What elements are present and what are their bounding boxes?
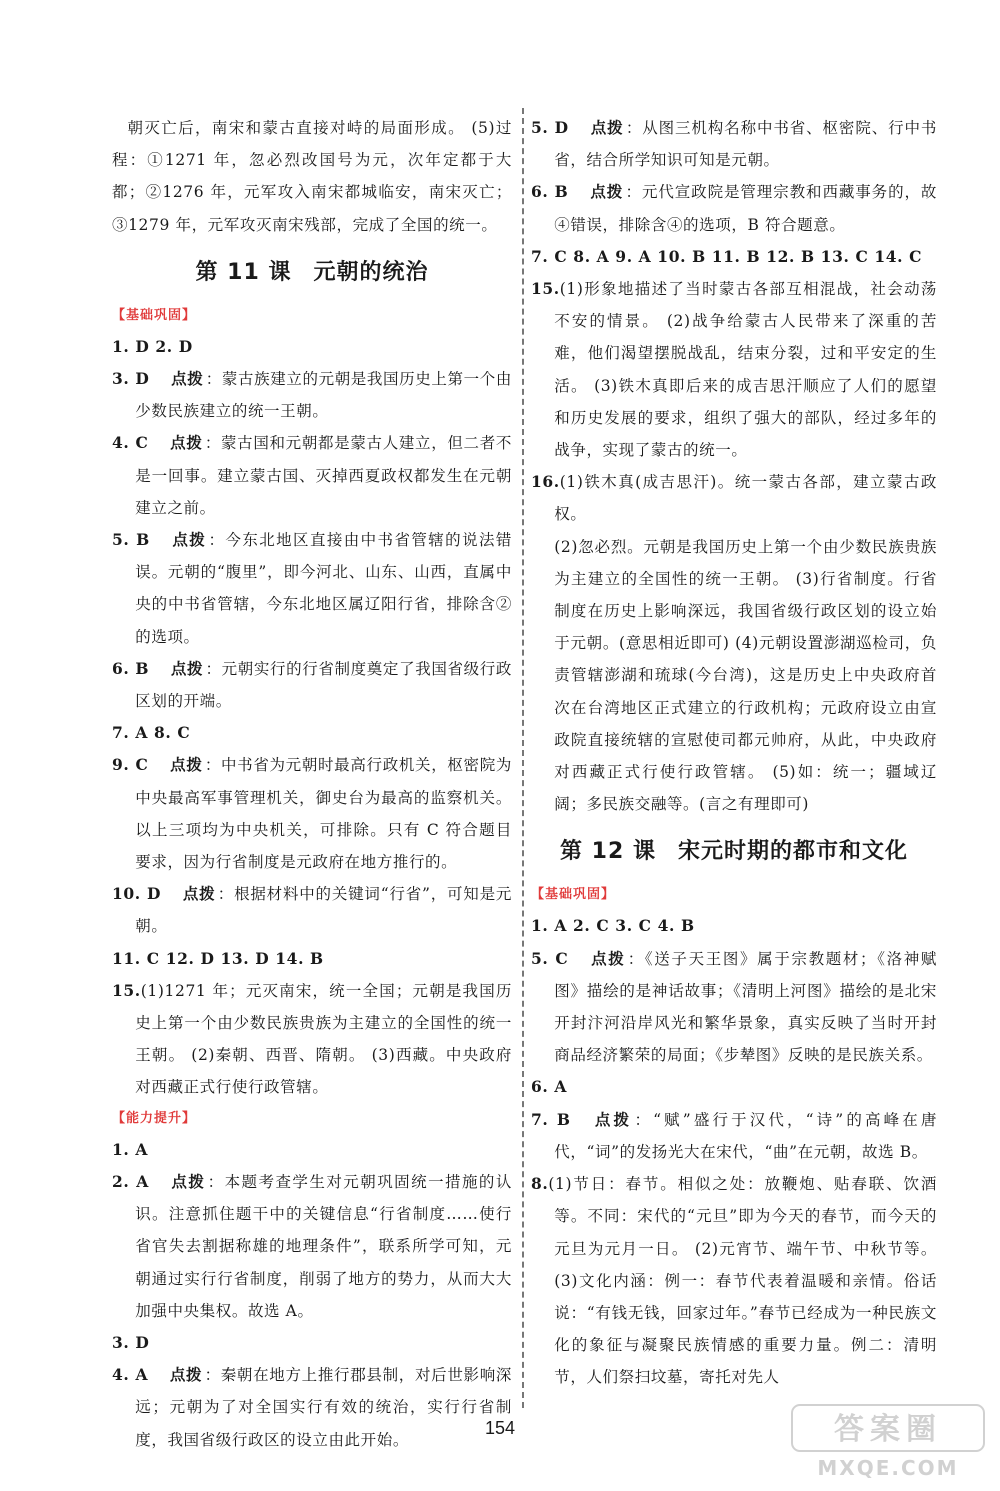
answer-item bbox=[531, 1168, 937, 1393]
answer-number: 8. bbox=[531, 1174, 549, 1194]
lesson-11-heading bbox=[112, 253, 512, 293]
hint-label: 点拨 bbox=[182, 884, 216, 904]
answer-text: ：秦朝在地方上推行郡县制，对后世影响深远；元朝为了对全国实行有效的统治，实行行省制度，我国省级行政区的设立由此开始。 bbox=[135, 1366, 512, 1449]
column-divider bbox=[522, 108, 524, 1408]
lesson-12-title: 宋元时期的都市和文化 bbox=[677, 839, 908, 865]
section-tag-ability: 【能力提升】 bbox=[112, 1110, 197, 1126]
answer-item bbox=[531, 176, 937, 240]
answer-number: 2. A bbox=[112, 1171, 149, 1191]
right-column bbox=[531, 112, 937, 1394]
hint-label: 点拨 bbox=[171, 530, 207, 550]
answer-number: 5. D bbox=[531, 118, 569, 137]
answer-number: 6. B bbox=[112, 658, 150, 678]
answer-text: ：从图三机构名称中书省、枢密院、行中书省，结合所学知识可知是元朝。 bbox=[554, 119, 938, 170]
watermark-logo bbox=[788, 1401, 988, 1483]
answer-text: ：中书省为元朝时最高行政机关，枢密院为中央最高军事管理机关，御史台为最高的监察机关。以上三项均为中央机关，可排除。只有 C 符合题目要求，因为行省制度是元政府在地方推行的。 bbox=[135, 756, 512, 872]
answer-item bbox=[112, 653, 512, 717]
answer-number: 5. B bbox=[112, 530, 150, 550]
answer-number: 7. B bbox=[531, 1109, 571, 1129]
left-column bbox=[112, 112, 512, 1456]
answer-item bbox=[112, 975, 512, 1104]
hint-label: 点拨 bbox=[590, 948, 626, 968]
answer-item bbox=[112, 427, 512, 524]
answer-continuation: (2)忽必烈。元朝是我国历史上第一个由少数民族贵族为主建立的全国性的统一王朝。 (3)行省制度。行省制度在历史上影响深远，我国省级行政区划的设立始于元朝。(意思相近即可) (4)元朝设置澎湖巡检司，负责管辖澎湖和琉球(今台湾)，这是历史上中央政府首次在台湾地区正式建立的行政机构；元政府设立由宣政院直接统辖的宣慰使司都元帅府，从此，中央政府对西藏正式行使行政管辖。 (5)如：统一；疆域辽阔；多民族交融等。(言之有理即可) bbox=[554, 537, 937, 814]
answer-item bbox=[112, 524, 512, 653]
answer-line: 7. A 8. C bbox=[112, 723, 191, 743]
answer-number: 5. C bbox=[531, 948, 569, 968]
answer-item bbox=[112, 1166, 512, 1327]
answer-text: (1)铁木真(成吉思汗)。统一蒙古各部，建立蒙古政权。 bbox=[554, 473, 937, 524]
answer-line: 7. C 8. A 9. A 10. B 11. B 12. B 13. C 14. C bbox=[531, 246, 923, 266]
answer-item bbox=[112, 363, 512, 427]
hint-label: 点拨 bbox=[169, 1365, 203, 1385]
hint-label: 点拨 bbox=[170, 658, 204, 678]
answer-item bbox=[531, 466, 937, 530]
section-tag-basic: 【基础巩固】 bbox=[112, 307, 197, 323]
svg-text:MXQE.COM: MXQE.COM bbox=[817, 1456, 959, 1480]
answer-line: 6. A bbox=[531, 1077, 568, 1097]
hint-label: 点拨 bbox=[592, 1109, 633, 1129]
answer-item bbox=[531, 943, 937, 1072]
answer-number: 15. bbox=[531, 279, 560, 299]
answer-number: 9. C bbox=[112, 755, 149, 775]
hint-label: 点拨 bbox=[590, 182, 624, 202]
lesson-11-number: 第 11 课 bbox=[195, 259, 292, 285]
hint-label: 点拨 bbox=[170, 433, 203, 453]
answer-text: (1)节日：春节。相似之处：放鞭炮、贴春联、饮酒等。不同：宋代的“元旦”即为今天的春节，而今天的元旦为元月一日。 (2)元宵节、端午节、中秋节等。 (3)文化内涵：例一：春节代表着温暖和亲情。俗话说：“有钱无钱，回家过年。”春节已经成为一种民族文化的象征与凝聚民族情感的重要力量。例二：清明节，人们祭扫坟墓，寄托对先人 bbox=[548, 1175, 937, 1387]
answer-number: 16. bbox=[531, 472, 560, 492]
answer-number: 4. C bbox=[112, 433, 149, 453]
hint-label: 点拨 bbox=[170, 755, 203, 775]
answer-text: (1)1271 年；元灭南宋，统一全国；元朝是我国历史上第一个由少数民族贵族为主建立的全国性的统一王朝。 (2)秦朝、西晋、隋朝。 (3)西藏。中央政府对西藏正式行使行政管辖。 bbox=[135, 981, 512, 1097]
answer-number: 4. A bbox=[112, 1365, 149, 1385]
answer-number: 15. bbox=[112, 980, 141, 1000]
answer-text: ：蒙古族建立的元朝是我国历史上第一个由少数民族建立的统一王朝。 bbox=[135, 370, 513, 421]
answer-line: 1. A 2. C 3. C 4. B bbox=[531, 916, 695, 936]
hint-label: 点拨 bbox=[590, 118, 624, 137]
answer-item bbox=[112, 1359, 512, 1456]
answer-text: (1)形象地描述了当时蒙古各部互相混战，社会动荡不安的情景。 (2)战争给蒙古人民带来了深重的苦难，他们渴望摆脱战乱，结束分裂，过和平安定的生活。 (3)铁木真即后来的成吉思汗顺应了人们的愿望和历史发展的要求，组织了强大的部队，经过多年的战争，实现了蒙古的统一。 bbox=[554, 280, 937, 460]
answer-number: 3. D bbox=[112, 369, 150, 389]
answer-line: 3. D bbox=[112, 1332, 150, 1352]
answer-line: 1. A bbox=[112, 1139, 149, 1159]
svg-text:答案圈: 答案圈 bbox=[834, 1412, 942, 1447]
answer-item bbox=[531, 1104, 937, 1168]
answer-text: ：蒙古国和元朝都是蒙古人建立，但二者不是一回事。建立蒙古国、灭掉西夏政权都发生在元朝建立之前。 bbox=[135, 434, 512, 517]
answer-line: 11. C 12. D 13. D 14. B bbox=[112, 948, 324, 968]
answer-text: ：今东北地区直接由中书省管辖的说法错误。元朝的“腹里”，即今河北、山东、山西，直属中央的中书省管辖，今东北地区属辽阳行省，排除含②的选项。 bbox=[135, 531, 512, 646]
answer-text: ：元朝实行的行省制度奠定了我国省级行政区划的开端。 bbox=[135, 659, 512, 711]
intro-paragraph: 朝灭亡后，南宋和蒙古直接对峙的局面形成。 (5)过程：①1271 年，忽必烈改国号为元，次年定都于大都；②1276 年，元军攻入南宋都城临安，南宋灭亡；③1279 年，元军攻灭南宋残部，完成了全国的统一。 bbox=[112, 119, 512, 234]
page-number: 154 bbox=[484, 1418, 516, 1438]
answer-item bbox=[531, 273, 937, 466]
hint-label: 点拨 bbox=[171, 369, 204, 389]
section-tag-basic: 【基础巩固】 bbox=[531, 887, 616, 903]
answer-line: 1. D 2. D bbox=[112, 336, 193, 356]
answer-item bbox=[112, 878, 512, 942]
lesson-12-heading bbox=[531, 832, 937, 872]
lesson-11-title: 元朝的统治 bbox=[313, 259, 429, 285]
answer-number: 10. D bbox=[112, 884, 161, 904]
answer-text: ：《送子天王图》属于宗教题材；《洛神赋图》描绘的是神话故事；《清明上河图》描绘的是北宋开封汴河沿岸风光和繁华景象，真实反映了当时开封商品经济繁荣的局面；《步辇图》反映的是民族关系。 bbox=[554, 949, 938, 1065]
answer-text: ：本题考查学生对元朝巩固统一措施的认识。注意抓住题干中的关键信息“行省制度……使行省官失去割据称雄的地理条件”，联系所学可知，元朝通过实行行省制度，削弱了地方的势力，从而大大加强中央集权。故选 A。 bbox=[135, 1172, 512, 1320]
answer-text: ：根据材料中的关键词“行省”，可知是元朝。 bbox=[135, 885, 512, 936]
answer-number: 6. B bbox=[531, 182, 569, 202]
hint-label: 点拨 bbox=[170, 1171, 206, 1191]
answer-item bbox=[112, 749, 512, 878]
answer-text: ：元代宣政院是管理宗教和西藏事务的，故④错误，排除含④的选项，B 符合题意。 bbox=[554, 183, 937, 234]
lesson-12-number: 第 12 课 bbox=[560, 839, 656, 865]
answer-text: ：“赋”盛行于汉代，“诗”的高峰在唐代，“词”的发扬光大在宋代，“曲”在元朝，故选 B。 bbox=[554, 1110, 938, 1161]
answer-item bbox=[531, 112, 937, 176]
